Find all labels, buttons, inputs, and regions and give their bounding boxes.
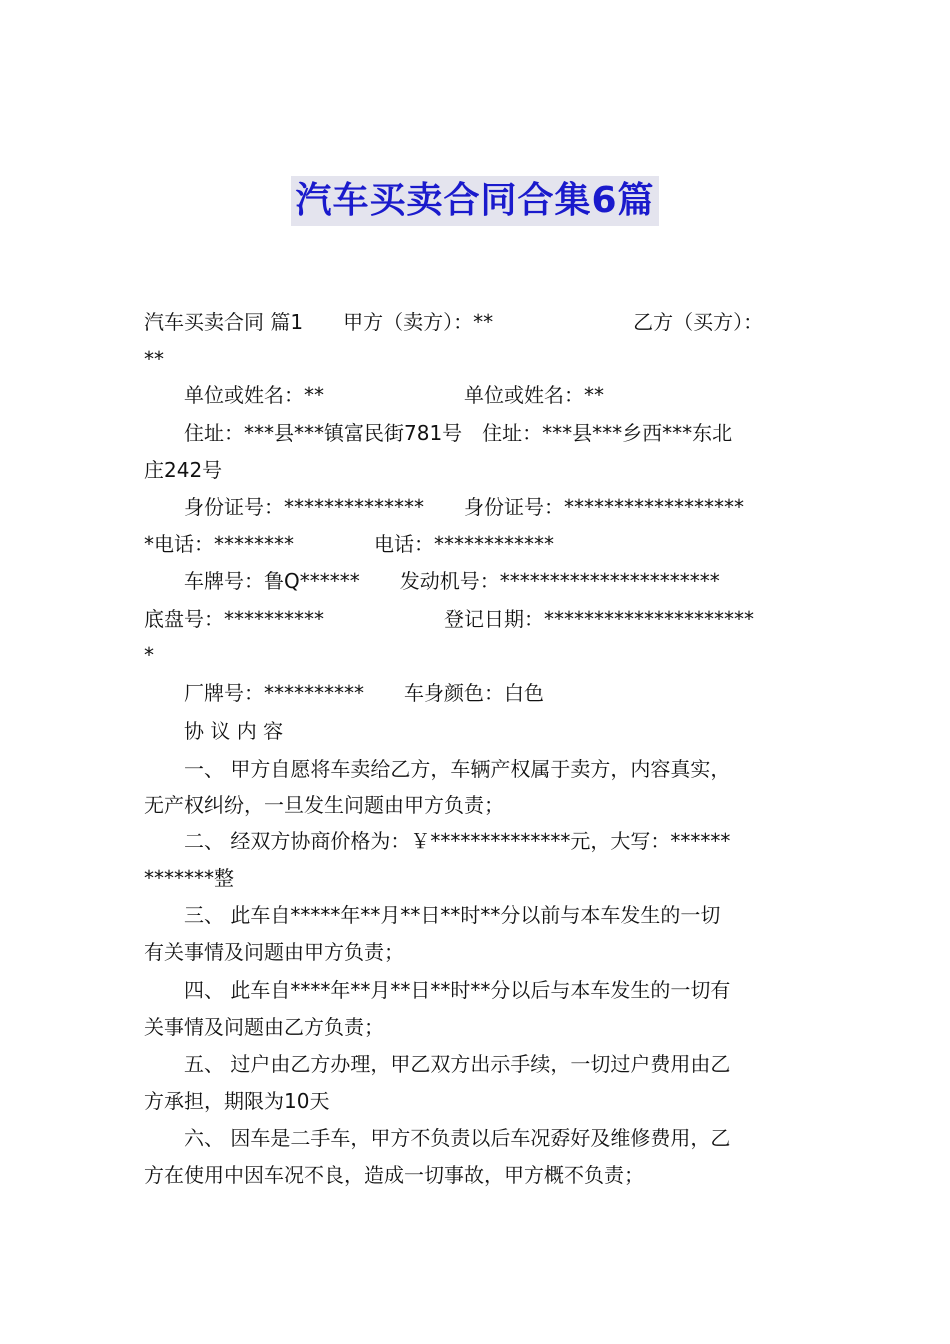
body-line: 五、 过户由乙方办理，甲乙双方出示手续，一切过户费用由乙 — [144, 1052, 731, 1076]
body-line: 二、 经双方协商价格为：￥**************元，大写：****** — [144, 829, 731, 853]
title-container — [0, 176, 950, 226]
body-line: 汽车买卖合同 篇1 甲方（卖方）：** 乙方（买方）： — [144, 310, 764, 334]
body-line: 三、 此车自*****年**月**日**时**分以前与本车发生的一切 — [144, 903, 721, 927]
body-line: 方承担，期限为10天 — [144, 1089, 330, 1113]
body-line: 协 议 内 容 — [144, 719, 284, 743]
body-line: ** — [144, 347, 164, 371]
body-line: 车牌号：鲁Q****** 发动机号：********************** — [144, 569, 720, 593]
body-line: 六、 因车是二手车，甲方不负责以后车况孬好及维修费用，乙 — [144, 1126, 731, 1150]
document-title: 汽车买卖合同合集6篇 — [291, 176, 658, 226]
body-line: 关事情及问题由乙方负责； — [144, 1015, 384, 1039]
body-line: 有关事情及问题由甲方负责； — [144, 940, 404, 964]
body-line: 底盘号：********** 登记日期：********************* — [144, 607, 754, 631]
body-line: 身份证号：************** 身份证号：****************** — [144, 495, 744, 519]
body-line: 住址：***县***镇富民街781号 住址：***县***乡西***东北 — [144, 421, 733, 445]
body-line: 四、 此车自****年**月**日**时**分以后与本车发生的一切有 — [144, 978, 731, 1002]
body-line: 庄242号 — [144, 458, 223, 482]
body-line: *******整 — [144, 866, 234, 890]
body-line: 一、 甲方自愿将车卖给乙方，车辆产权属于卖方，内容真实， — [144, 757, 731, 781]
body-line: 方在使用中因车况不良，造成一切事故，甲方概不负责； — [144, 1163, 644, 1187]
body-line: 厂牌号：********** 车身颜色：白色 — [144, 681, 544, 705]
body-line: 无产权纠纷，一旦发生问题由甲方负责； — [144, 793, 504, 817]
body-line: 单位或姓名：** 单位或姓名：** — [144, 383, 604, 407]
body-line: *电话：******** 电话：************ — [144, 532, 554, 556]
body-line: * — [144, 643, 154, 667]
